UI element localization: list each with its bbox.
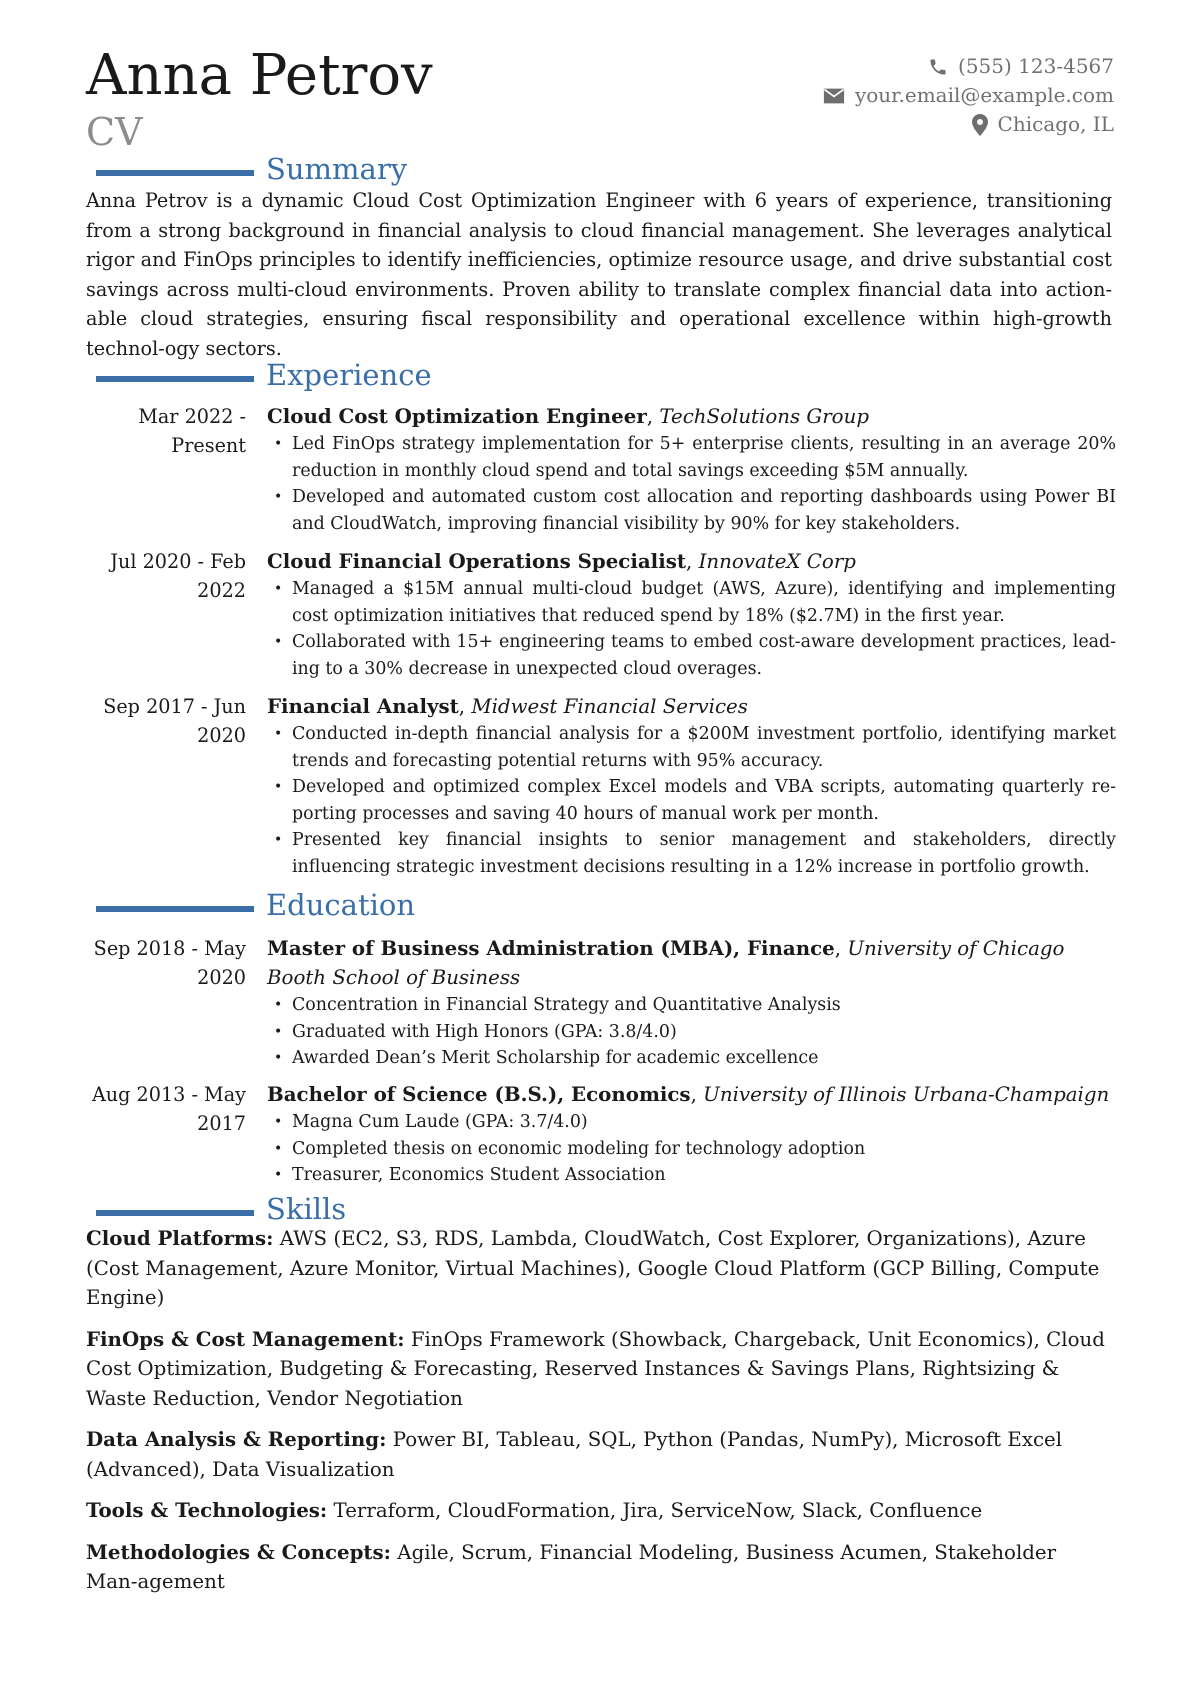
entry-role: Cloud Cost Optimization Engineer (267, 404, 647, 428)
section-title: Education (266, 888, 416, 922)
contact-email[interactable] (754, 81, 1114, 110)
skill-text: Terraform, CloudFormation, Jira, ServiceNow, Slack, Confluence (327, 1499, 983, 1522)
bullet-icon: • (274, 436, 283, 452)
entry-date: Aug 2013 - May 2017 (91, 1083, 246, 1135)
entry-headline (267, 692, 1116, 721)
entry-role: Master of Business Administration (MBA), Finance (267, 936, 835, 960)
skill-category: Cloud Platforms: (86, 1226, 274, 1250)
section-title: Experience (266, 358, 432, 392)
education-heading (96, 888, 996, 930)
list-item (267, 827, 1116, 880)
skill-category: FinOps & Cost Management: (86, 1326, 405, 1351)
list-item (267, 1045, 1116, 1072)
entry-role: Bachelor of Science (B.S.), Economics (267, 1082, 691, 1106)
section-rule (96, 170, 254, 176)
bullet-text: Presented key financial insights to senior management and stakeholders, directly influencing strategic investment decisions resulting in a 12% increase in portfolio growth. (292, 830, 1116, 877)
bullet-icon: • (274, 1023, 283, 1040)
bullet-text: Completed thesis on economic modeling for technology adoption (292, 1138, 866, 1159)
entry-bullets (267, 431, 1116, 537)
skills-list (86, 1224, 1112, 1609)
entry-headline (267, 547, 1116, 576)
experience-heading (96, 358, 996, 400)
entry-organization: Midwest Financial Services (471, 695, 748, 718)
section-title: Summary (266, 152, 408, 186)
skill-row (86, 1496, 1112, 1526)
bullet-text: Developed and automated custom cost allocation and reporting dashboards using Power BI and CloudWatch, improving financial visibility by 90% for key stakeholders. (292, 487, 1116, 534)
entry-body (267, 1080, 1116, 1189)
bullet-text: Led FinOps strategy implementation for 5+ enterprise clients, resulting in an average 20% reduction in monthly cloud spend and total savings exceeding $5M annually. (292, 434, 1116, 481)
list-item (267, 629, 1116, 682)
entry-headline (267, 1080, 1116, 1109)
bullet-icon: • (274, 779, 283, 795)
list-item (267, 721, 1116, 774)
list-item (267, 1136, 1116, 1163)
entry-body (267, 547, 1116, 682)
email-address: your.email@example.com (854, 83, 1114, 107)
section-title: Skills (266, 1192, 347, 1226)
summary-text: Anna Petrov is a dynamic Cloud Cost Optimization Engineer with 6 years of experience, transitioning from a strong background in financial analysis to cloud financial management. She leverages analytical rigor and FinOps principles to identify inefficiencies, optimize resource usage, and drive substantial cost savings across multi-cloud environments. Proven ability to translate complex financial data into action-able cloud strategies, ensuring fiscal responsibility and operational excellence within high-growth technol-ogy sectors. (86, 189, 1112, 360)
contact-phone[interactable] (754, 52, 1114, 81)
skill-text: Agile, Scrum, Financial Modeling, Business Acumen, Stakeholder Man-agement (86, 1540, 1057, 1593)
bullet-text: Concentration in Financial Strategy and Quantitative Analysis (292, 995, 841, 1015)
document-title: CV (86, 110, 143, 154)
skill-row (86, 1425, 1112, 1484)
bullet-text: Collaborated with 15+ engineering teams to embed cost-aware development practices, lead-ing to a 30% decrease in unexpected cloud overages. (292, 632, 1116, 679)
entry-organization: University of Chicago Booth School of Business (267, 937, 1065, 989)
envelope-icon (823, 87, 845, 105)
bullet-text: Awarded Dean’s Merit Scholarship for academic excellence (292, 1048, 819, 1068)
bullet-icon: • (274, 634, 283, 650)
list-item (267, 1019, 1116, 1046)
list-item (267, 484, 1116, 537)
entry-body (267, 692, 1116, 880)
candidate-name: Anna Petrov (86, 43, 433, 108)
entry-date: Sep 2018 - May 2020 (93, 937, 246, 989)
section-rule (96, 1210, 254, 1216)
bullet-text: Conducted in-depth financial analysis for a $200M investment portfolio, identifying market trends and forecasting potential returns with 95% accuracy. (292, 724, 1116, 771)
bullet-icon: • (274, 997, 283, 1013)
phone-number: (555) 123-4567 (958, 54, 1114, 78)
map-marker-icon (972, 114, 988, 136)
entry-bullets (267, 1109, 1116, 1189)
bullet-icon: • (274, 832, 283, 848)
entry-organization: TechSolutions Group (659, 405, 869, 428)
skill-text: FinOps Framework (Showback, Chargeback, Unit Economics), Cloud Cost Optimization, Budgeting & Forecasting, Reserved Instances & Savings Plans, Rightsizing & Waste Reduction, Vendor Negotiation (86, 1327, 1105, 1410)
skill-row (86, 1224, 1112, 1313)
entry-body (267, 934, 1116, 1072)
entry-headline (267, 934, 1116, 992)
bullet-text: Graduated with High Honors (GPA: 3.8/4.0) (292, 1021, 677, 1042)
skill-category: Methodologies & Concepts: (86, 1539, 391, 1564)
bullet-text: Managed a $15M annual multi-cloud budget (AWS, Azure), identifying and implementing cost optimization initiatives that reduced spend by 18% ($2.7M) in the first year. (292, 579, 1116, 626)
contact-block (754, 52, 1114, 139)
entry-date: Sep 2017 - Jun 2020 (103, 695, 246, 747)
bullet-icon: • (274, 581, 283, 597)
phone-icon (928, 57, 948, 77)
bullet-icon: • (274, 1167, 283, 1183)
bullet-icon: • (274, 1114, 283, 1130)
bullet-icon: • (274, 1140, 283, 1157)
skill-text: Power BI, Tableau, SQL, Python (Pandas, NumPy), Microsoft Excel (Advanced), Data Visualization (86, 1428, 1063, 1481)
list-item (267, 1109, 1116, 1136)
contact-location (754, 110, 1114, 139)
skill-category: Data Analysis & Reporting: (86, 1427, 387, 1451)
entry-separator: , (458, 695, 472, 718)
list-item (267, 576, 1116, 629)
entry-separator: , (834, 937, 848, 960)
skill-text: AWS (EC2, S3, RDS, Lambda, CloudWatch, Cost Explorer, Organizations), Azure (Cost Management, Azure Monitor, Virtual Machines), Google Cloud Platform (GCP Billing, Compute Engine) (86, 1227, 1100, 1309)
entry-bullets (267, 576, 1116, 682)
entry-date: Mar 2022 - Present (138, 405, 246, 457)
entry-role: Cloud Financial Operations Specialist (267, 549, 686, 573)
bullet-icon: • (274, 726, 283, 742)
skill-row (86, 1538, 1112, 1597)
list-item (267, 431, 1116, 484)
entry-separator: , (690, 1083, 704, 1106)
location-text: Chicago, IL (997, 112, 1114, 136)
skill-category: Tools & Technologies: (86, 1498, 328, 1522)
bullet-icon: • (274, 489, 283, 505)
entry-separator: , (646, 405, 660, 428)
list-item (267, 774, 1116, 827)
entry-bullets (267, 992, 1116, 1072)
entry-organization: University of Illinois Urbana-Champaign (703, 1083, 1110, 1106)
entry-role: Financial Analyst (267, 694, 459, 718)
section-rule (96, 906, 254, 912)
list-item (267, 992, 1116, 1019)
skill-row (86, 1325, 1112, 1414)
entry-date: Jul 2020 - Feb 2022 (110, 550, 246, 602)
bullet-text: Developed and optimized complex Excel models and VBA scripts, automating quarterly re-porting processes and saving 40 hours of manual work per month. (292, 777, 1116, 824)
entry-organization: InnovateX Corp (698, 550, 856, 573)
entry-headline (267, 402, 1116, 431)
entry-separator: , (686, 550, 699, 573)
entry-bullets (267, 721, 1116, 880)
section-rule (96, 376, 254, 382)
bullet-text: Magna Cum Laude (GPA: 3.7/4.0) (292, 1112, 588, 1132)
bullet-text: Treasurer, Economics Student Association (292, 1165, 666, 1185)
list-item (267, 1162, 1116, 1189)
entry-body (267, 402, 1116, 537)
bullet-icon: • (274, 1050, 283, 1066)
